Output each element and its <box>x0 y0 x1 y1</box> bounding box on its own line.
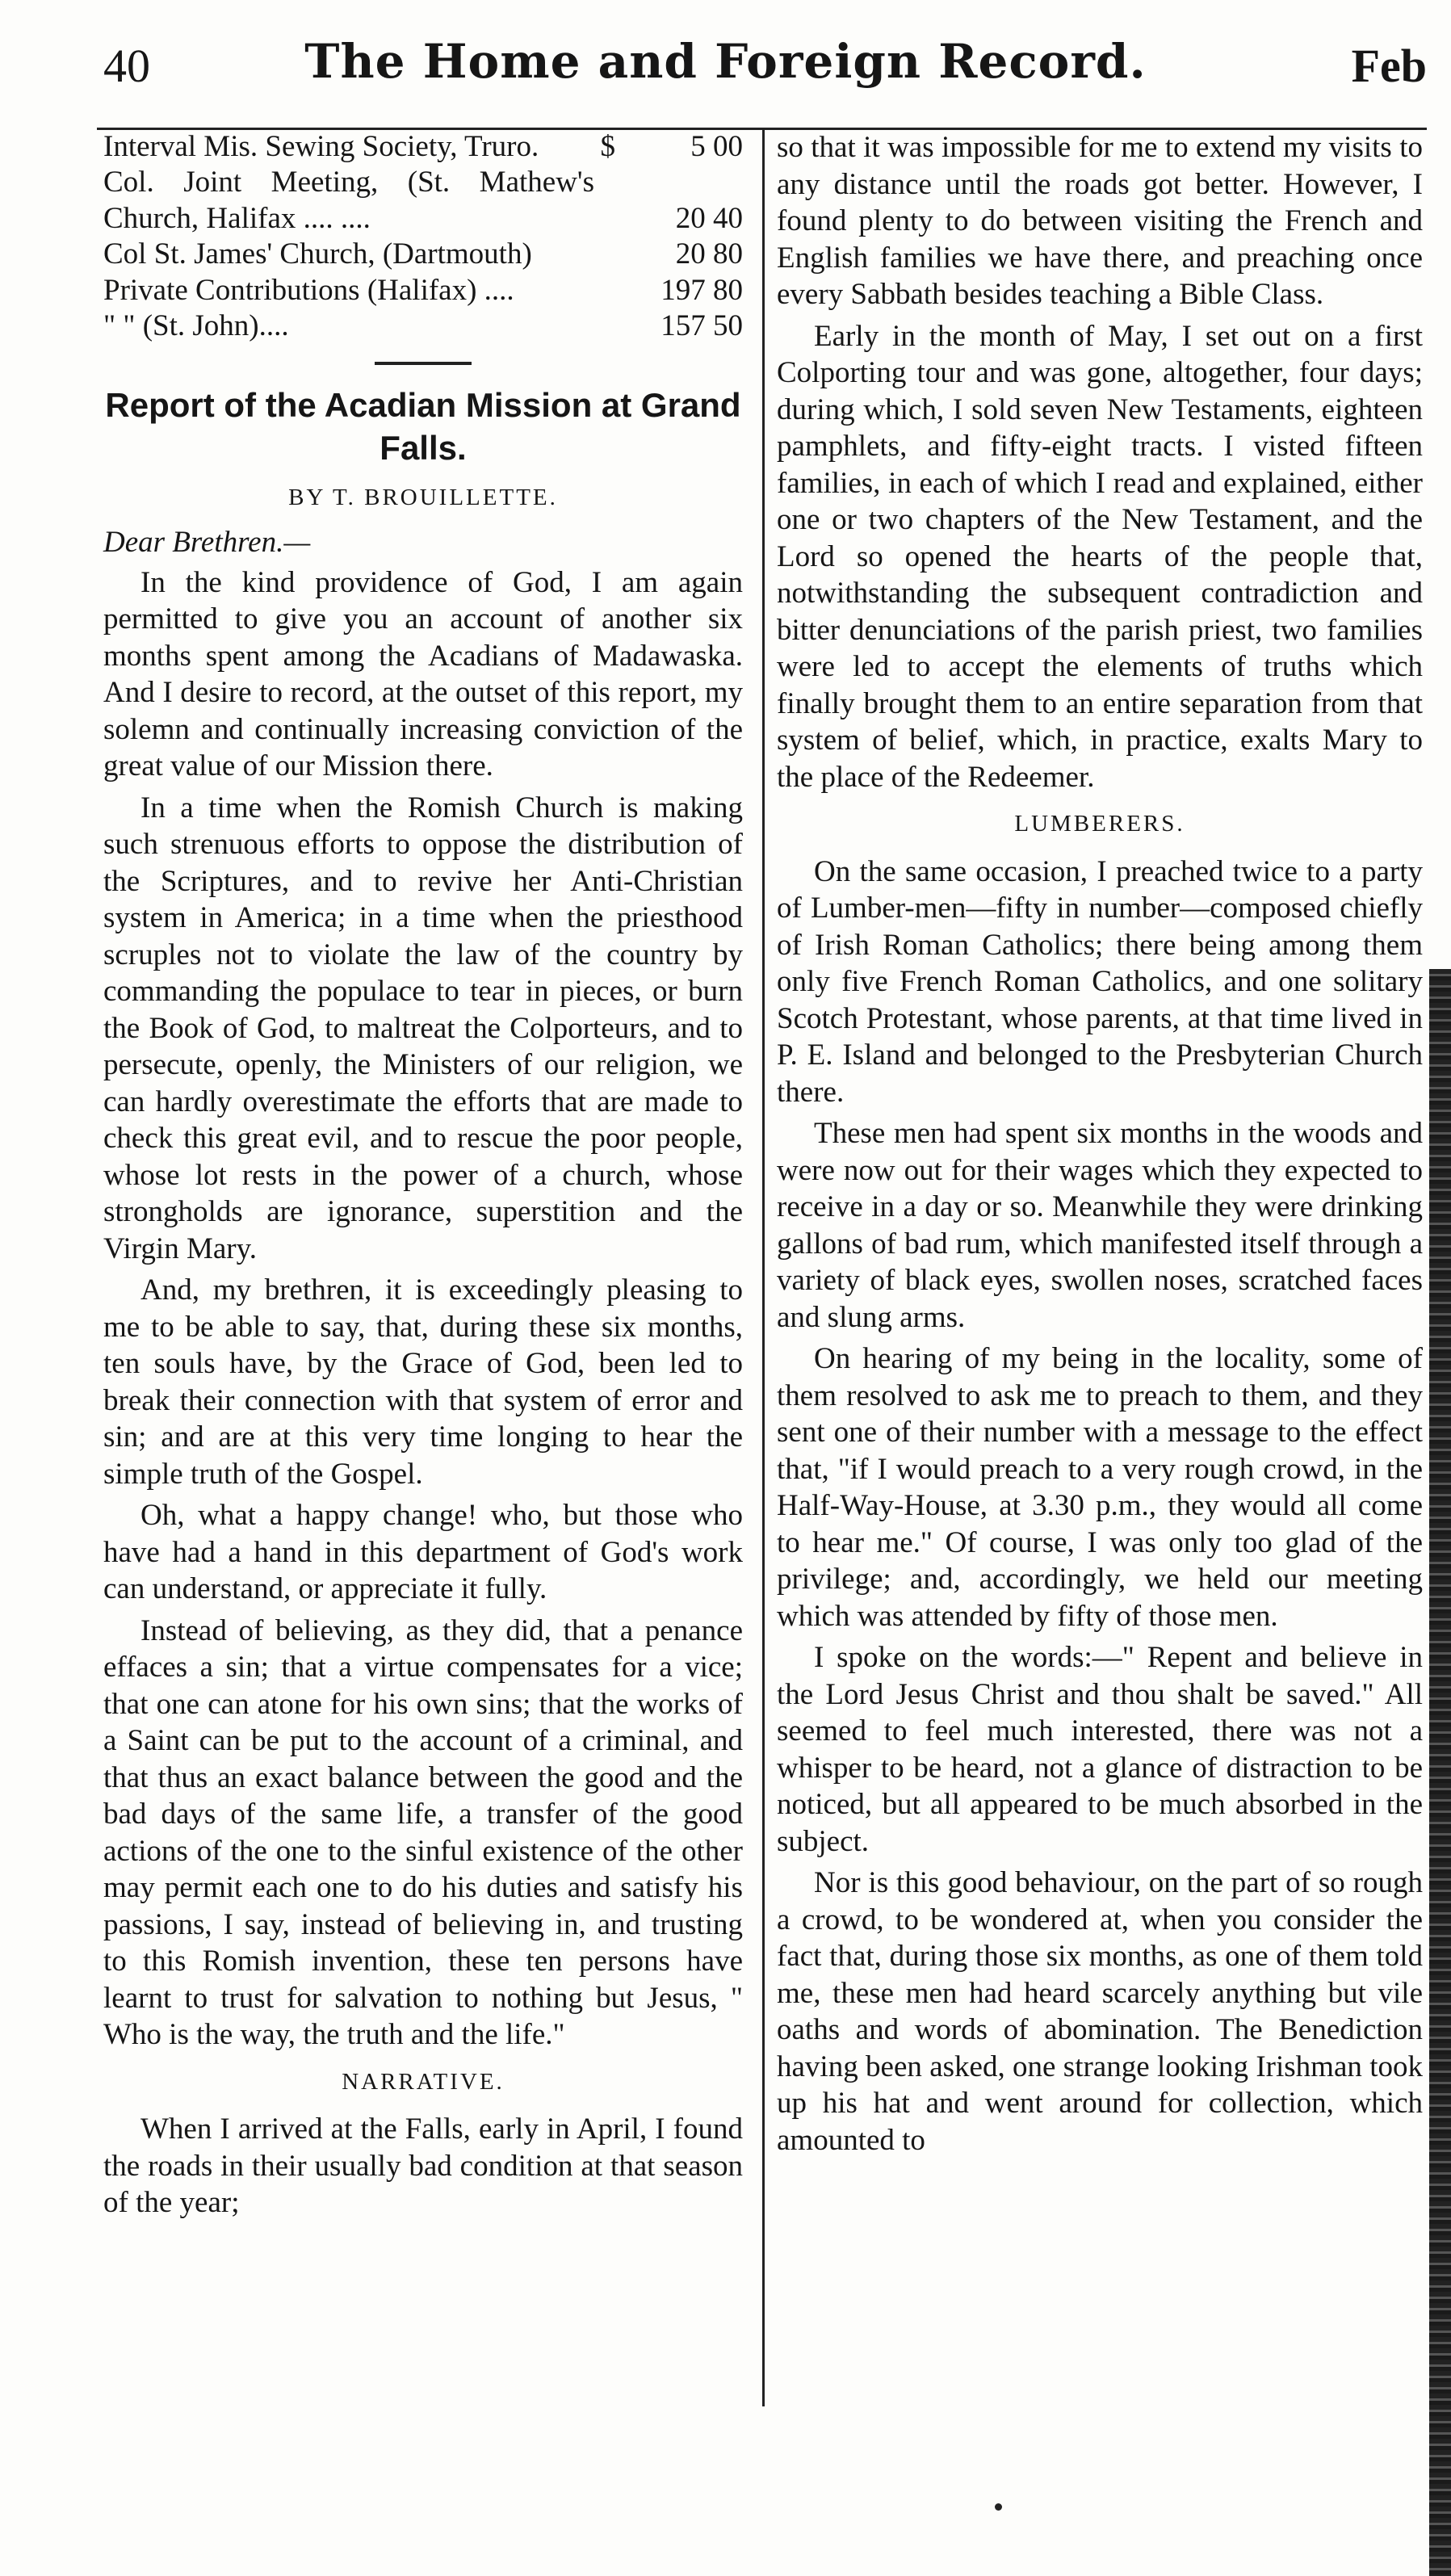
body-paragraph: When I arrived at the Falls, early in April, I found the roads in their usually bad condition at that season of the year; <box>103 2112 743 2220</box>
body-paragraph: Instead of believing, as they did, that a penance effaces a sin; that a virtue compensates for a vice; that one can atone for his own sins; that the works of a Saint can be put to the account of a criminal, and that thus an exact balance between the good and the bad days of the same life, a transfer of the good actions of the one to the sinful existence of the other may permit each one to do his duties and satisfy his passions, I say, instead of believing in, and trusting to this Romish invention, these ten persons have learnt to trust for salvation to nothing but Jesus, " Who is the way, the truth and the life." <box>103 1613 743 2051</box>
section-rule <box>375 362 472 365</box>
contribution-currency <box>594 273 622 308</box>
lumberers-heading: LUMBERERS. <box>1014 811 1185 837</box>
body-paragraph: Nor is this good behaviour, on the part of so rough a crowd, to be wondered at, when you consider the fact that, during those six months, as one of them told me, these men had heard scarcely anything but vile oaths and words of abomination. The Benediction having been asked, one strange looking Irishman took up his hat and went around for collection, which amounted to <box>777 1866 1423 2157</box>
contribution-currency <box>594 237 622 272</box>
salutation: Dear Brethren.— <box>103 526 311 559</box>
body-paragraph: Oh, what a happy change! who, but those who have had a hand in this department of God's work can understand, or appreciate it fully. <box>103 1499 743 1605</box>
body-paragraph: In a time when the Romish Church is making such strenuous efforts to oppose the distribution of the Scriptures, and to revive her Anti-Christian system in America; in a time when the priesthood scruples not to violate the law of the country by commanding the populace to tear in pieces, or burn the Book of God, to maltreat the Colporteurs, and to persecute, openly, the Ministers of our religion, we can hardly overestimate the efforts that are made to check this great evil, and to rescue the poor people, whose lot rests in the power of a church, whose strongholds are ignorance, superstition and the Virgin Mary. <box>103 791 743 1265</box>
body-paragraph: On the same occasion, I preached twice to a party of Lumber-men—fifty in number—composed chiefly of Irish Roman Catholics; there being among them only five French Roman Catholics, and one solitary Scotch Protestant, whose parents, at that time lived in P. E. Island and belonged to the Presbyterian Church there. <box>777 854 1423 1109</box>
column-divider <box>762 129 765 2406</box>
contribution-name: Col. Joint Meeting, (St. Mathew's Church, Halifax .... .... <box>103 166 594 235</box>
journal-title: The Home and Foreign Record. <box>304 34 1147 89</box>
contribution-name: Interval Mis. Sewing Society, Truro. <box>103 130 539 163</box>
contribution-amount: 20 40 <box>675 201 743 235</box>
body-paragraph: In the kind providence of God, I am again permitted to give you an account of another six months spent among the Acadians of Madawaska. And I desire to record, at the outset of this report, my solemn and continually increasing conviction of the great value of our Mission there. <box>103 565 743 782</box>
contribution-name: Col St. James' Church, (Dartmouth) <box>103 237 532 271</box>
contribution-row <box>103 165 743 237</box>
right-column <box>777 129 1423 2163</box>
byline: BY T. BROUILLETTE. <box>288 485 558 511</box>
page-edge-shadow <box>1429 969 1451 2576</box>
contribution-amount: 5 00 <box>690 130 743 163</box>
contribution-currency <box>594 308 622 344</box>
contribution-amount: 20 80 <box>675 237 743 271</box>
contribution-row <box>103 129 743 165</box>
contribution-amount: 157 50 <box>660 308 743 342</box>
body-paragraph: Early in the month of May, I set out on a first Colporting tour and was gone, altogether, four days; during which, I sold seven New Testaments, eighteen pamphlets, and fifty-eight tracts. I visted fifteen families, in each of which I read and explained, either one or two chapters of the New Testament, and the Lord so opened the hearts of the people that, notwithstanding the subsequent contradiction and bitter denunciations of the parish priest, two families were led to accept the elements of truths which finally brought them to an entire separation from that system of belief, which, in practice, exalts Mary to the place of the Redeemer. <box>777 319 1423 794</box>
contribution-name: " " (St. John).... <box>103 308 289 342</box>
body-paragraph: so that it was impossible for me to extend my visits to any distance until the roads got better. However, I found plenty to do between visiting the French and English families we have there, and preaching once every Sabbath besides teaching a Bible Class. <box>777 131 1423 311</box>
contribution-name: Private Contributions (Halifax) .... <box>103 273 514 307</box>
print-speck <box>995 2503 1002 2511</box>
left-column <box>103 129 743 2226</box>
body-paragraph: I spoke on the words:—" Repent and believe in the Lord Jesus Christ and thou shalt be saved." All seemed to feel much interested, there was not a whisper to be heard, not a glance of distraction to be noticed, but all appeared to be much absorbed in the subject. <box>777 1641 1423 1858</box>
contribution-currency <box>594 165 622 237</box>
report-title: Report of the Acadian Mission at Grand Falls. <box>105 386 741 467</box>
body-paragraph: And, my brethren, it is exceedingly pleasing to me to be able to say, that, during these six months, ten souls have, by the Grace of God, been led to break their connection with that system of error and sin; and are at this very time longing to hear the simple truth of the Gospel. <box>103 1273 743 1491</box>
contribution-row <box>103 308 743 344</box>
body-paragraph: These men had spent six months in the woods and were now out for their wages which they expected to receive in a day or so. Meanwhile they were drinking gallons of bad rum, which manifested itself through a variety of black eyes, swollen noses, scratched faces and slung arms. <box>777 1117 1423 1334</box>
contribution-row <box>103 273 743 308</box>
contribution-row <box>103 237 743 272</box>
body-paragraph: On hearing of my being in the locality, some of them resolved to ask me to preach to them, and they sent one of their number with a message to the effect that, "if I would preach to a very rough crowd, in the Half-Way-House, at 3.30 p.m., they would all come to hear me." Of course, I was only too glad of the privilege; and, accordingly, we held our meeting which was attended by fifty of those men. <box>777 1342 1423 1633</box>
contributions-table <box>103 129 743 344</box>
contribution-amount: 197 80 <box>660 273 743 307</box>
contribution-currency: $ <box>600 130 615 163</box>
narrative-heading: NARRATIVE. <box>342 2068 505 2095</box>
page-number: 40 <box>103 40 150 92</box>
running-month: Feb <box>1351 40 1427 92</box>
running-header <box>0 32 1451 113</box>
